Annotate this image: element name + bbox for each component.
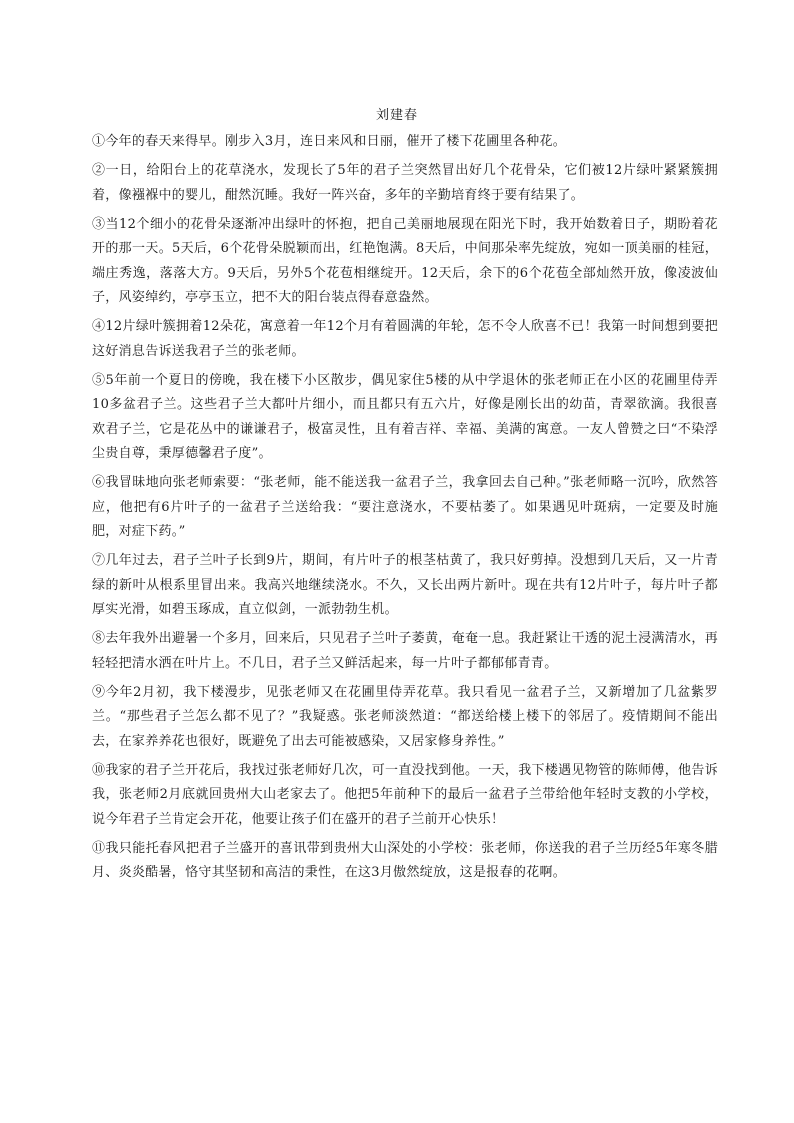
article-body bbox=[92, 130, 718, 890]
paragraph-10: ⑩我家的君子兰开花后，我找过张老师好几次，可一直没找到他。一天，我下楼遇见物管的陈师傅，他告诉我，张老师2月底就回贵州大山老家去了。他把5年前种下的最后一盆君子兰带给他年轻时支教的小学校，说今年君子兰肯定会开花，他要让孩子们在盛开的君子兰前开心快乐！ bbox=[92, 762, 718, 827]
paragraph-8: ⑧去年我外出避暑一个多月，回来后，只见君子兰叶子萎黄，奄奄一息。我赶紧让干透的泥土浸满清水，再轻轻把清水洒在叶片上。不几日，君子兰又鲜活起来，每一片叶子都郁郁青青。 bbox=[92, 631, 718, 671]
paragraph-2: ②一日，给阳台上的花草浇水，发现长了5年的君子兰突然冒出好几个花骨朵，它们被12片绿叶紧紧簇拥着，像襁褓中的婴儿，酣然沉睡。我好一阵兴奋，多年的辛勤培育终于要有结果了。 bbox=[92, 163, 718, 203]
paragraph-3: ③当12个细小的花骨朵逐渐冲出绿叶的怀抱，把自己美丽地展现在阳光下时，我开始数着日子，期盼着花开的那一天。5天后，6个花骨朵脱颖而出，红艳饱满。8天后，中间那朵率先绽放，宛如一顶美丽的桂冠，端庄秀逸，落落大方。9天后，另外5个花苞相继绽开。12天后，余下的6个花苞全部灿然开放，像凌波仙子，风姿绰约，亭亭玉立，把不大的阳台装点得春意盎然。 bbox=[92, 216, 718, 305]
paragraph-6: ⑥我冒昧地向张老师索要：“张老师，能不能送我一盆君子兰，我拿回去自己种。”张老师略一沉吟，欣然答应，他把有6片叶子的一盆君子兰送给我：“要注意浇水，不要枯萎了。如果遇见叶斑病，一定要及时施肥，对症下药。” bbox=[92, 475, 718, 539]
author-name: 刘建春 bbox=[375, 108, 418, 123]
paragraph-11: ⑪我只能托春风把君子兰盛开的喜讯带到贵州大山深处的小学校：张老师，你送我的君子兰历经5年寒冬腊月、炎炎酷暑，恪守其坚韧和高洁的秉性，在这3月傲然绽放，这是报春的花啊。 bbox=[92, 840, 718, 880]
paragraph-7: ⑦几年过去，君子兰叶子长到9片，期间，有片叶子的根茎枯黄了，我只好剪掉。没想到几天后，又一片青绿的新叶从根系里冒出来。我高兴地继续浇水。不久，又长出两片新叶。现在共有12片叶子，每片叶子都厚实光滑，如碧玉琢成，直立似剑，一派勃勃生机。 bbox=[92, 553, 718, 617]
paragraph-9: ⑨今年2月初，我下楼漫步，见张老师又在花圃里侍弄花草。我只看见一盆君子兰，又新增加了几盆紫罗兰。“那些君子兰怎么都不见了？”我疑惑。张老师淡然道：“都送给楼上楼下的邻居了。疫情期间不能出去，在家养养花也很好，既避免了出去可能被感染，又居家修身养性。” bbox=[92, 684, 718, 749]
paragraph-4: ④12片绿叶簇拥着12朵花，寓意着一年12个月有着圆满的年轮，怎不令人欣喜不已！我第一时间想到要把这好消息告诉送我君子兰的张老师。 bbox=[92, 319, 718, 359]
paragraph-1: ①今年的春天来得早。刚步入3月，连日来风和日丽，催开了楼下花圃里各种花。 bbox=[92, 134, 567, 149]
paragraph-5: ⑤5年前一个夏日的傍晚，我在楼下小区散步，偶见家住5楼的从中学退休的张老师正在小区的花圃里侍弄10多盆君子兰。这些君子兰大都叶片细小，而且都只有五六片，好像是刚长出的幼苗，青翠欲滴。我很喜欢君子兰，它是花丛中的谦谦君子，极富灵性，且有着吉祥、幸福、美满的寓意。一友人曾赞之曰“不染浮尘贵自尊，秉厚德馨君子度”。 bbox=[92, 372, 718, 461]
